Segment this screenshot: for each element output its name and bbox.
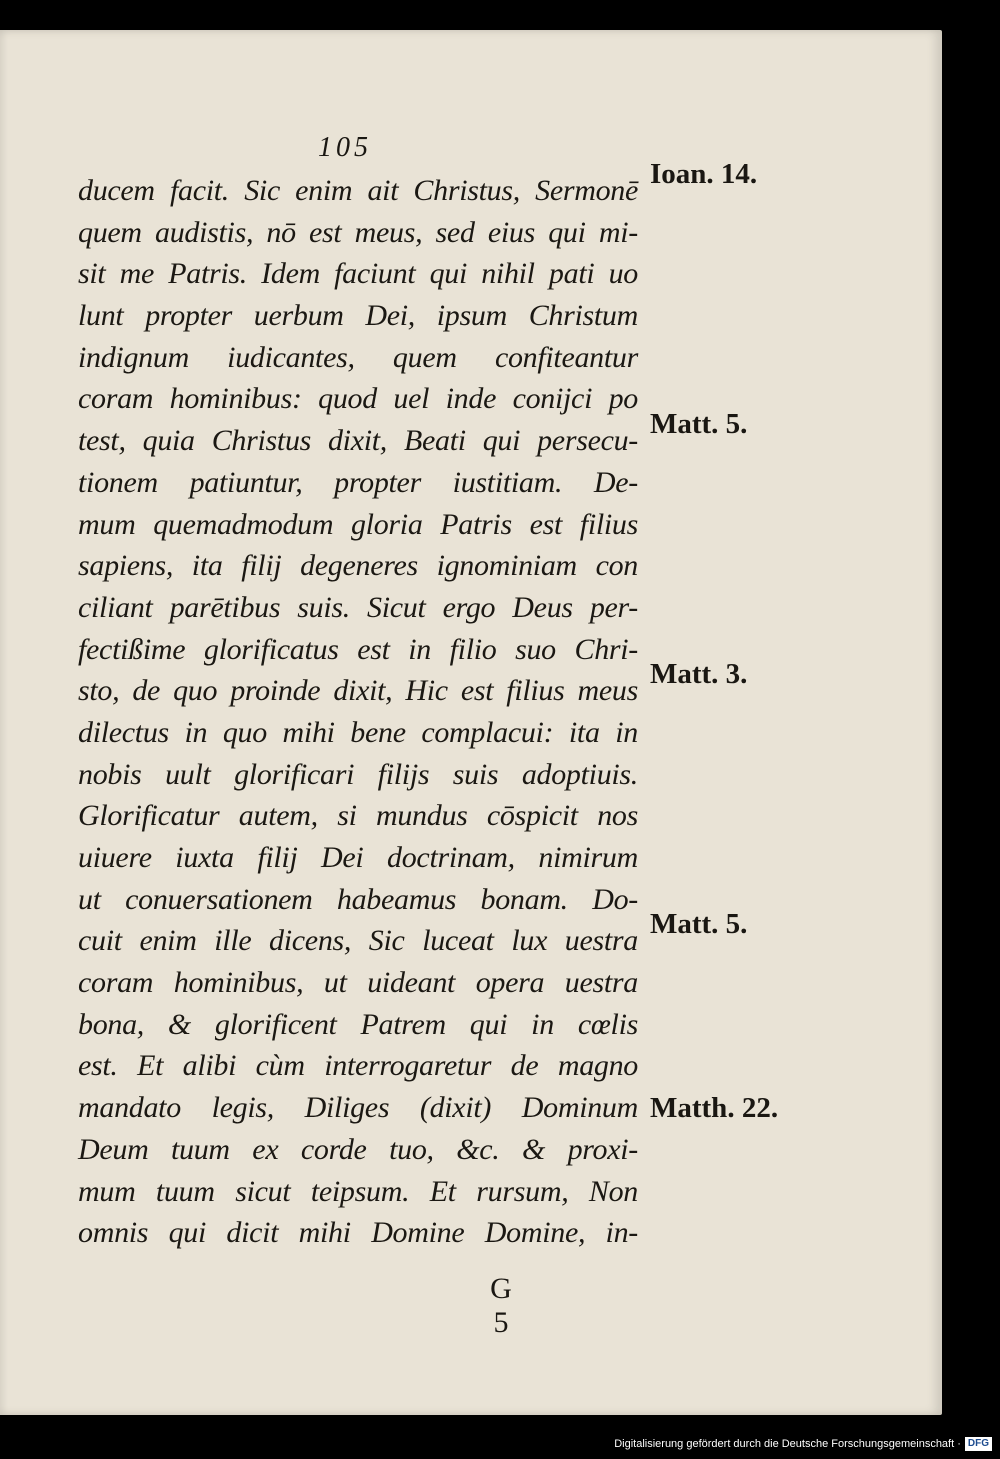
book-page (0, 30, 942, 1415)
text-line: uiuere iuxta filij Dei doctrinam, nimirum (78, 841, 638, 874)
text-line: Glorificatur autem, si mundus cōspicit nos (78, 799, 638, 833)
text-line: coram hominibus, ut uideant opera uestra (78, 966, 638, 1000)
text-line: fectißime glorificatus est in filio suo Chri- (78, 632, 638, 666)
page-number: 105 (318, 132, 372, 163)
text-line: cuit enim ille dicens, Sic luceat lux uestra (78, 924, 638, 958)
credit-text: Digitalisierung gefördert durch die Deutsche Forschungsgemeinschaft · (614, 1438, 961, 1450)
dfg-logo-icon: DFG (965, 1437, 992, 1451)
margin-note: Ioan. 14. (650, 158, 758, 190)
text-line: sto, de quo proinde dixit, Hic est filius meus (78, 674, 638, 708)
margin-note: Matt. 5. (650, 908, 748, 940)
text-line: sit me Patris. Idem faciunt qui nihil pati uo (78, 257, 638, 291)
text-line: mum tuum sicut teipsum. Et rursum, Non (78, 1174, 638, 1208)
signature-mark: G 5 (490, 1272, 540, 1339)
text-line: tionem patiuntur, propter iustitiam. De- (78, 465, 638, 499)
text-line: indignum iudicantes, quem confiteantur (78, 340, 638, 374)
text-line: bona, & glorificent Patrem qui in cœlis (78, 1007, 638, 1041)
page-body-text (78, 170, 638, 1254)
margin-note: Matt. 5. (650, 408, 748, 440)
text-line: ciliant parētibus suis. Sicut ergo Deus per- (78, 590, 638, 624)
text-line: omnis qui dicit mihi Domine Domine, in- (78, 1216, 638, 1250)
digitization-credit (614, 1435, 992, 1453)
text-line: lunt propter uerbum Dei, ipsum Christum (78, 299, 638, 333)
text-line: est. Et alibi cùm interrogaretur de magno (78, 1049, 638, 1083)
margin-note: Matt. 3. (650, 658, 748, 690)
text-line: mum quemadmodum gloria Patris est filius (78, 507, 638, 541)
text-line: ducem facit. Sic enim ait Christus, Sermonē (78, 174, 638, 207)
text-line: mandato legis, Diliges (dixit) Dominum (78, 1091, 638, 1125)
text-line: nobis uult glorificari filijs suis adoptiuis. (78, 757, 638, 791)
text-line: quem audistis, nō est meus, sed eius qui mi- (78, 215, 638, 249)
text-line: dilectus in quo mihi bene complacui: ita in (78, 715, 638, 749)
margin-note: Matth. 22. (650, 1092, 779, 1124)
text-line: test, quia Christus dixit, Beati qui persecu- (78, 424, 638, 458)
text-line: coram hominibus: quod uel inde conijci po (78, 382, 638, 416)
text-line: sapiens, ita filij degeneres ignominiam con (78, 549, 638, 583)
text-line: ut conuersationem habeamus bonam. Do- (78, 882, 638, 916)
text-line: Deum tuum ex corde tuo, &c. & proxi- (78, 1132, 638, 1166)
